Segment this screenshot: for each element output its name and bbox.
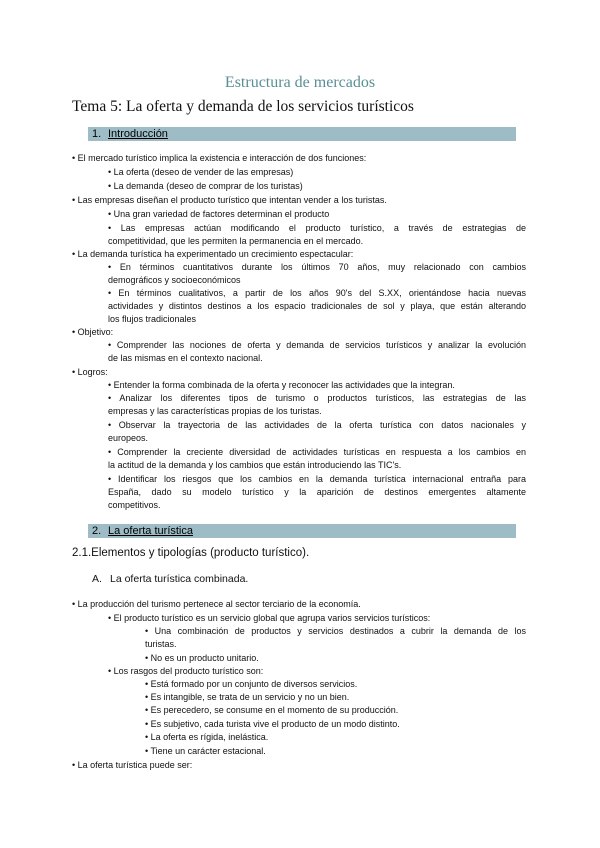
list-item: • La oferta turística puede ser: <box>72 760 193 770</box>
list-item: • Es subjetivo, cada turista vive el producto de un modo distinto. <box>145 719 400 729</box>
subsection-heading: 2.1.Elementos y tipologías (producto turístico). <box>72 547 310 559</box>
list-item: • El mercado turístico implica la existencia e interacción de dos funciones: <box>72 153 367 163</box>
list-item: • La producción del turismo pertenece al sector terciario de la economía. <box>72 599 361 609</box>
list-item: • En términos cualitativos, a partir de los años 90's del S.XX, orientándose hacia nuevas <box>108 288 526 298</box>
section-1-heading <box>88 127 516 141</box>
list-item-continued: España, dado su modelo turístico y la aparición de destinos emergentes altamente <box>108 487 526 497</box>
subsection-a-heading <box>92 573 248 585</box>
list-item-continued: competitividad, que les permiten la permanencia en el mercado. <box>108 236 364 246</box>
section-2-heading <box>88 524 516 538</box>
list-item-continued: los flujos tradicionales <box>108 314 197 324</box>
subsection-letter: A. <box>92 573 102 585</box>
list-item: • Comprender la creciente diversidad de actividades turísticas en respuesta a los cambios en <box>108 447 526 457</box>
list-item: • Es intangible, se trata de un servicio y no un bien. <box>145 692 350 702</box>
list-item: • La oferta (deseo de vender de las empresas) <box>108 167 294 177</box>
list-item: • No es un producto unitario. <box>145 653 259 663</box>
list-item: • Es perecedero, se consume en el momento de su producción. <box>145 705 399 715</box>
list-item: • Comprender las nociones de oferta y demanda de servicios turísticos y analizar la evolución <box>108 340 526 350</box>
list-item: • Una combinación de productos y servicios destinados a cubrir la demanda de los <box>145 626 526 636</box>
list-item: • Logros: <box>72 367 108 377</box>
list-item-continued: actividades y distintos destinos a los espacio tradicionales de sol y playa, que están alterando <box>108 301 526 311</box>
list-item: • Observar la trayectoria de las actividades de la oferta turística con datos nacionales y <box>108 420 526 430</box>
list-item: • Una gran variedad de factores determinan el producto <box>108 209 330 219</box>
list-item: • Las empresas diseñan el producto turístico que intentan vender a los turistas. <box>72 195 387 205</box>
section-label: La oferta turística <box>108 525 193 537</box>
list-item: • Las empresas actúan modificando el producto turístico, a través de estrategias de <box>108 223 526 233</box>
list-item: • Identificar los riesgos que los cambios en la demanda turística internacional entraña para <box>108 474 526 484</box>
list-item: • Tiene un carácter estacional. <box>145 746 266 756</box>
list-item-continued: competitivos. <box>108 500 161 510</box>
list-item: • Está formado por un conjunto de diversos servicios. <box>145 679 358 689</box>
section-number: 1. <box>92 128 102 140</box>
list-item-continued: empresas y las características propias de los turistas. <box>108 406 322 416</box>
list-item-continued: europeos. <box>108 433 149 443</box>
list-item: • La demanda (deseo de comprar de los turistas) <box>108 181 303 191</box>
list-item-continued: la actitud de la demanda y los cambios que están introduciendo las TIC's. <box>108 460 402 470</box>
document-title: Estructura de mercados <box>224 74 376 91</box>
list-item: • Entender la forma combinada de la oferta y reconocer las actividades que la integran. <box>108 380 455 390</box>
list-item-continued: turistas. <box>145 639 177 649</box>
list-item-continued: de las mismas en el contexto nacional. <box>108 353 263 363</box>
list-item: • El producto turístico es un servicio global que agrupa varios servicios turísticos: <box>108 613 431 623</box>
list-item: • En términos cuantitativos durante los últimos 70 años, muy relacionado con cambios <box>108 262 526 272</box>
list-item-continued: demográficos y socioeconómicos <box>108 275 241 285</box>
topic-heading: Tema 5: La oferta y demanda de los servicios turísticos <box>72 98 414 115</box>
section-number: 2. <box>92 525 102 537</box>
list-item: • Analizar los diferentes tipos de turismo o productos turísticos, las estrategias de las <box>108 393 526 403</box>
list-item: • La demanda turística ha experimentado un crecimiento espectacular: <box>72 249 354 259</box>
section-label: Introducción <box>108 128 168 140</box>
list-item: • Los rasgos del producto turístico son: <box>108 666 264 676</box>
list-item: • Objetivo: <box>72 327 114 337</box>
list-item: • La oferta es rígida, inelástica. <box>145 732 269 742</box>
subsection-label: La oferta turística combinada. <box>110 573 249 585</box>
